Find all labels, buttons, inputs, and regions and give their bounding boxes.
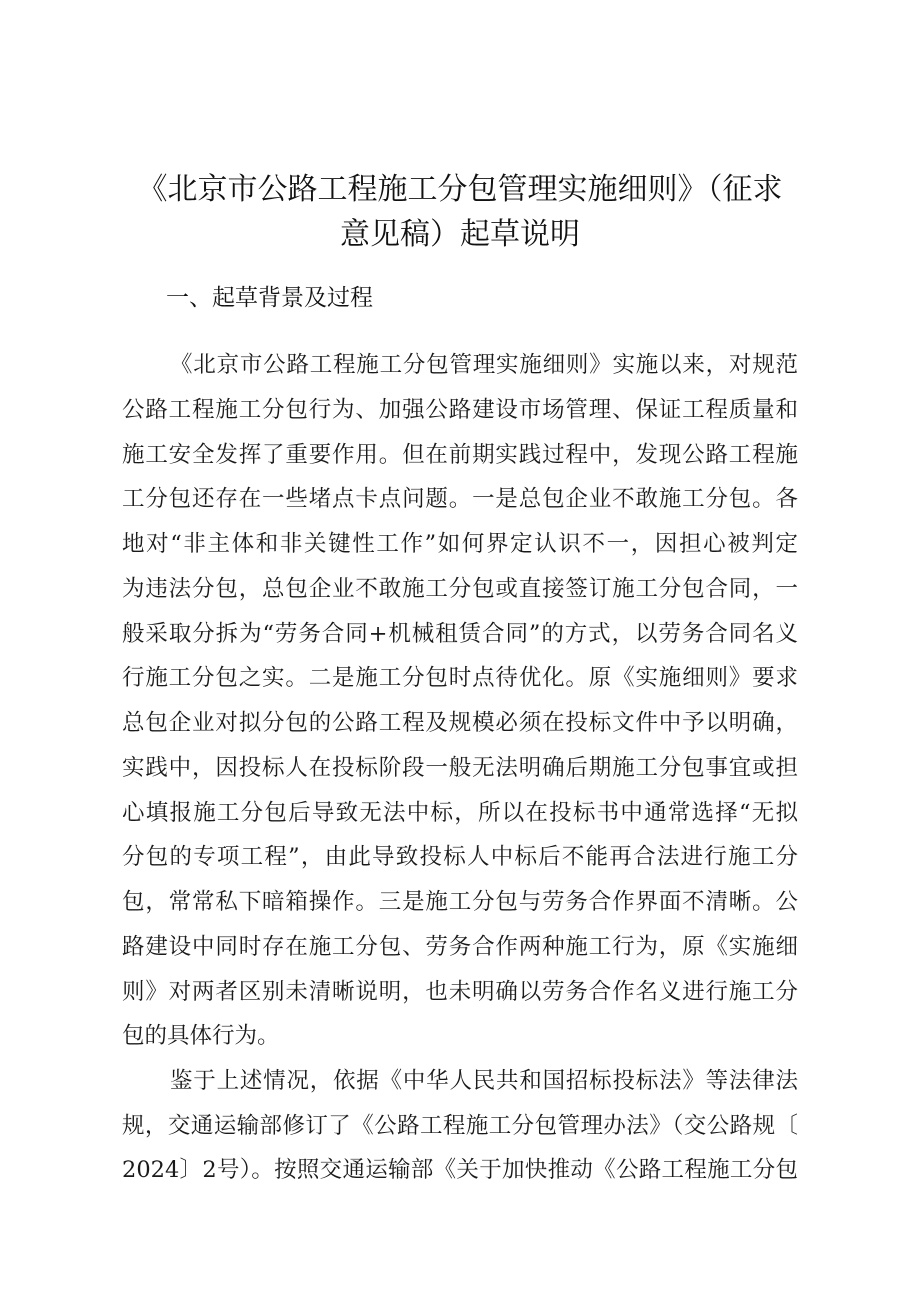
paragraph-line: 路建设中同时存在施工分包、劳务合作两种施工行为，原《实施细 — [122, 934, 798, 960]
section-heading: 一、起草背景及过程 — [166, 285, 373, 311]
paragraph-line: 为违法分包，总包企业不敢施工分包或直接签订施工分包合同，一 — [122, 576, 798, 602]
paragraph-line: 分包的专项工程”，由此导致投标人中标后不能再合法进行施工分 — [122, 844, 798, 870]
paragraph-line: 心填报施工分包后导致无法中标，所以在投标书中通常选择“无拟 — [122, 800, 798, 826]
paragraph-line: 行施工分包之实。二是施工分包时点待优化。原《实施细则》要求 — [122, 665, 798, 691]
paragraph-line: 2024〕2号）。按照交通运输部《关于加快推动《公路工程施工分包 — [122, 1157, 798, 1183]
paragraph-line: 实践中，因投标人在投标阶段一般无法明确后期施工分包事宜或担 — [122, 755, 798, 781]
paragraph-line: 总包企业对拟分包的公路工程及规模必须在投标文件中予以明确， — [122, 710, 798, 736]
paragraph-line: 地对“非主体和非关键性工作”如何界定认识不一，因担心被判定 — [122, 531, 798, 557]
paragraph-line: 《北京市公路工程施工分包管理实施细则》实施以来，对规范 — [170, 352, 798, 378]
document-title-line-1: 《北京市公路工程施工分包管理实施细则》（征求 — [137, 172, 783, 207]
paragraph-line: 包，常常私下暗箱操作。三是施工分包与劳务合作界面不清晰。公 — [122, 889, 798, 915]
paragraph-line: 般采取分拆为“劳务合同+机械租赁合同”的方式，以劳务合同名义 — [122, 621, 798, 647]
paragraph-line: 包的具体行为。 — [122, 1023, 280, 1049]
document-title-line-2: 意见稿）起草说明 — [340, 217, 580, 252]
paragraph-line: 公路工程施工分包行为、加强公路建设市场管理、保证工程质量和 — [122, 397, 798, 423]
paragraph-line: 施工安全发挥了重要作用。但在前期实践过程中，发现公路工程施 — [122, 442, 798, 468]
paragraph-line: 规，交通运输部修订了《公路工程施工分包管理办法》（交公路规〔 — [122, 1113, 798, 1139]
paragraph-line: 则》对两者区别未清晰说明，也未明确以劳务合作名义进行施工分 — [122, 979, 798, 1005]
paragraph-line: 鉴于上述情况，依据《中华人民共和国招标投标法》等法律法 — [170, 1068, 798, 1094]
paragraph-line: 工分包还存在一些堵点卡点问题。一是总包企业不敢施工分包。各 — [122, 486, 798, 512]
